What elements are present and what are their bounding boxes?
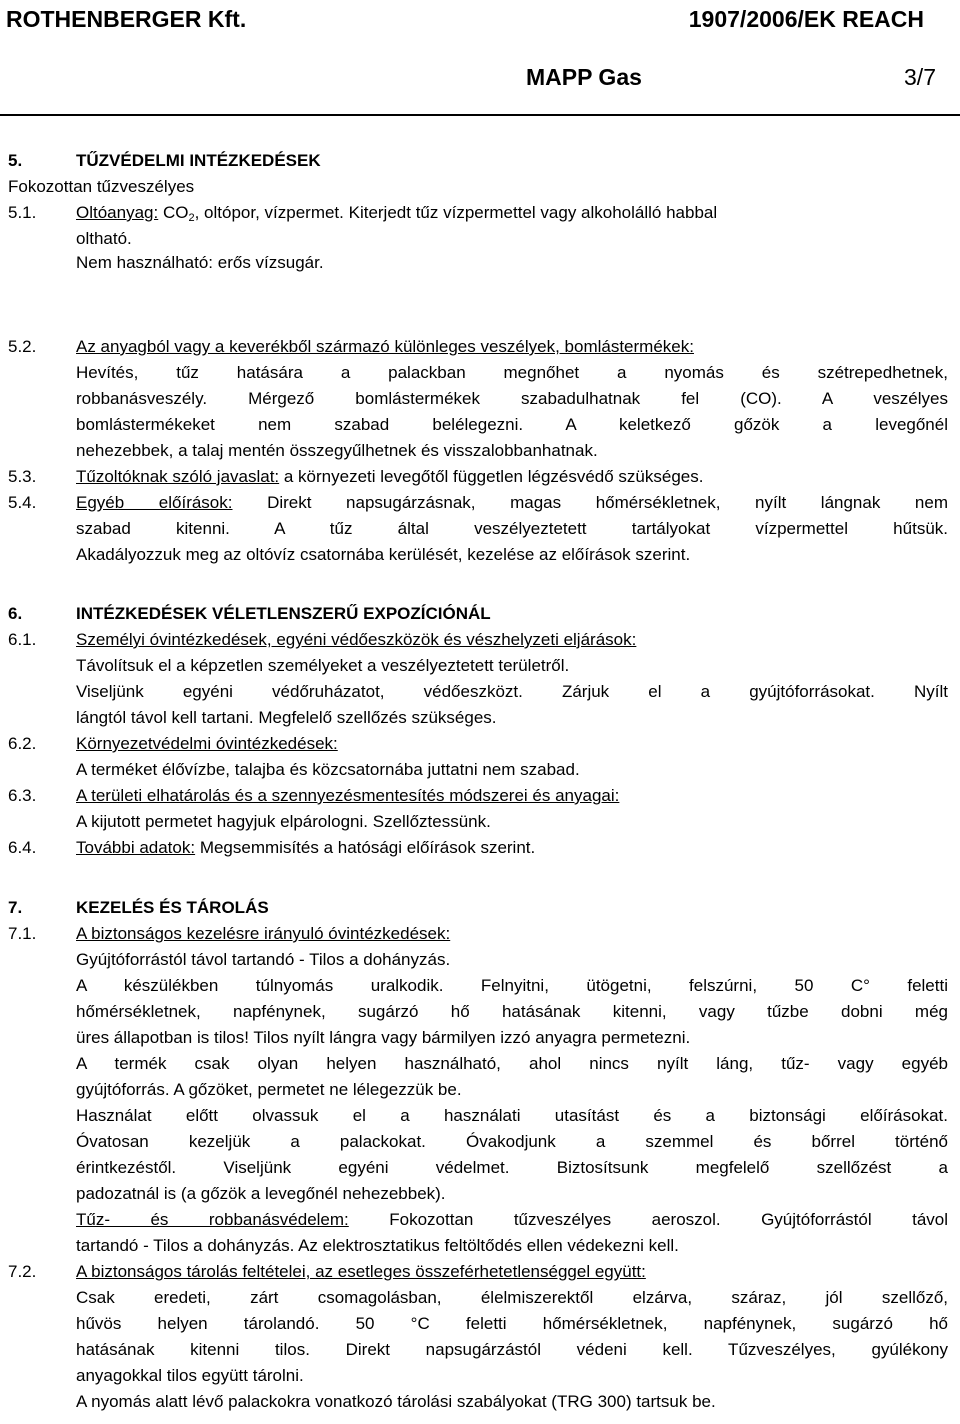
item-5-3-label: Tűzoltóknak szóló javaslat: — [76, 467, 280, 486]
item-6-4-label: További adatok: — [76, 838, 196, 857]
item-5-1-text: , oltópor, vízpermet. Kiterjedt tűz vízpermettel vagy alkoholálló habbal — [194, 203, 718, 222]
item-5-2-line2: Hevítés, tűz hatására a palackban megnőhet a nyomás és szétrepedhetnek, — [76, 363, 948, 382]
item-5-2-number: 5.2. — [8, 337, 37, 356]
fire-protection-line2: tartandó - Tilos a dohányzás. Az elektrosztatikus feltöltődés ellen védekezni kell. — [76, 1236, 679, 1255]
item-5-1-number: 5.1. — [8, 203, 37, 222]
item-6-4-text: Megsemmisítés a hatósági előírások szerint. — [195, 838, 536, 857]
item-6-1-line2: Távolítsuk el a képzetlen személyeket a veszélyeztetett területről. — [76, 656, 570, 675]
item-7-2-line3: hűvös helyen tárolandó. 50 °C feletti hőmérsékletnek, napfénynek, sugárzó hő — [76, 1314, 948, 1333]
item-5-2-line4: bomlástermékeket nem szabad belélegezni. A keletkező gőzök a levegőnél — [76, 415, 948, 434]
item-6-3-label: A területi elhatárolás és a szennyezésmentesítés módszerei és anyagai: — [76, 786, 620, 805]
item-5-2-line3: robbanásveszély. Mérgező bomlástermékek szabadulhatnak fel (CO). A veszélyes — [76, 389, 948, 408]
item-7-1-line5: üres állapotban is tilos! Tilos nyílt lángra vagy bármilyen izzó anyagra permetezni. — [76, 1028, 691, 1047]
page-number: 3/7 — [904, 64, 936, 90]
item-5-1-line3: Nem használható: erős vízsugár. — [76, 253, 324, 272]
item-6-1-label: Személyi óvintézkedések, egyéni védőeszközök és vészhelyzeti eljárások: — [76, 630, 637, 649]
item-7-1-line9: Óvatosan kezeljük a palackokat. Óvakodjunk a szemmel és bőrrel történő — [76, 1132, 948, 1151]
section-7 — [8, 895, 948, 1415]
item-6-2-label: Környezetvédelmi óvintézkedések: — [76, 734, 338, 753]
section-7-title: KEZELÉS ÉS TÁROLÁS — [76, 898, 269, 917]
section-5-number: 5. — [8, 151, 23, 170]
item-5-4-line1: Direkt napsugárzásnak, magas hőmérsékletnek, nyílt lángnak nem — [232, 493, 948, 512]
regulation-reference: 1907/2006/EK REACH — [688, 6, 924, 32]
item-5-1-label: Oltóanyag: — [76, 203, 159, 222]
item-7-2-line5: anyagokkal tilos együtt tárolni. — [76, 1366, 304, 1385]
product-name: MAPP Gas — [526, 64, 642, 90]
item-7-1-number: 7.1. — [8, 924, 37, 943]
section-6 — [8, 601, 948, 861]
item-6-1-line3: Viseljünk egyéni védőruházatot, védőeszközt. Zárjuk el a gyújtóforrásokat. Nyílt — [76, 682, 948, 701]
section-7-number: 7. — [8, 898, 23, 917]
item-5-1-subscript: 2 — [188, 212, 195, 224]
item-7-2-line6: A nyomás alatt lévő palackokra vonatkozó tárolási szabályokat (TRG 300) tartsuk be. — [76, 1392, 716, 1411]
item-7-1-line10: érintkezéstől. Viseljünk egyéni védelmet. Biztosítsunk megfelelő szellőzést a — [76, 1158, 948, 1177]
item-6-1-line4: lángtól távol kell tartani. Megfelelő szellőzés szükséges. — [76, 708, 497, 727]
item-5-3-number: 5.3. — [8, 467, 37, 486]
item-6-3-number: 6.3. — [8, 786, 37, 805]
item-7-1-line8: Használat előtt olvassuk el a használati utasítást és a biztonsági előírásokat. — [76, 1106, 948, 1125]
item-6-2-number: 6.2. — [8, 734, 37, 753]
section-6-title: INTÉZKEDÉSEK VÉLETLENSZERŰ EXPOZÍCIÓNÁL — [76, 604, 491, 623]
item-5-4-line2: szabad kitenni. A tűz által veszélyeztetett tartályokat vízpermettel hűtsük. — [76, 519, 948, 538]
item-6-3-line2: A kijutott permetet hagyjuk elpárologni. Szellőztessünk. — [76, 812, 491, 831]
item-6-4-number: 6.4. — [8, 838, 37, 857]
item-7-1-label: A biztonságos kezelésre irányuló óvintézkedések: — [76, 924, 451, 943]
item-7-1-line3: A készülékben túlnyomás uralkodik. Felnyitni, ütögetni, felszúrni, 50 C° feletti — [76, 976, 948, 995]
item-7-2-number: 7.2. — [8, 1262, 37, 1281]
item-7-2-line4: hatásának kitenni tilos. Direkt napsugárzástól védeni kell. Tűzveszélyes, gyúlékony — [76, 1340, 948, 1359]
header-rule — [0, 114, 960, 116]
item-7-2-label: A biztonságos tárolás feltételei, az esetleges összeférhetetlenséggel együtt: — [76, 1262, 646, 1281]
fire-protection-line1: Fokozottan tűzveszélyes aeroszol. Gyújtóforrástól távol — [348, 1210, 948, 1229]
item-5-1-co: CO — [158, 203, 189, 222]
item-5-4-label: Egyéb előírások: — [76, 493, 233, 512]
item-7-2-line2: Csak eredeti, zárt csomagolásban, élelmiszerektől elzárva, száraz, jól szellőző, — [76, 1288, 948, 1307]
item-5-4-number: 5.4. — [8, 493, 37, 512]
item-7-1-line7: gyújtóforrás. A gőzöket, permetet ne lélegezzük be. — [76, 1080, 462, 1099]
section-5 — [8, 148, 948, 276]
item-7-1-line6: A termék csak olyan helyen használható, ahol nincs nyílt láng, tűz- vagy egyéb — [76, 1054, 948, 1073]
item-5-2-line5: nehezebbek, a talaj mentén összegyűlhetnek és visszalobbanhatnak. — [76, 441, 598, 460]
item-7-1-line11: padozatnál is (a gőzök a levegőnél nehezebbek). — [76, 1184, 446, 1203]
section-5-subtitle: Fokozottan tűzveszélyes — [8, 177, 195, 196]
item-5-1-line2: oltható. — [76, 229, 132, 248]
section-5-2 — [8, 334, 948, 568]
item-5-3-text: a környezeti levegőtől független légzésvédő szükséges. — [279, 467, 704, 486]
company-name: ROTHENBERGER Kft. — [6, 6, 247, 32]
item-7-1-line4: hőmérsékletnek, napfénynek, sugárzó hő hatásának kitenni, vagy tűzbe dobni még — [76, 1002, 948, 1021]
section-5-title: TŰZVÉDELMI INTÉZKEDÉSEK — [76, 151, 321, 170]
item-5-2-label: Az anyagból vagy a keverékből származó különleges veszélyek, bomlástermékek: — [76, 337, 694, 356]
item-6-2-line2: A terméket élővízbe, talajba és közcsatornába juttatni nem szabad. — [76, 760, 580, 779]
section-6-number: 6. — [8, 604, 23, 623]
fire-protection-label: Tűz- és robbanásvédelem: — [76, 1210, 349, 1229]
item-6-1-number: 6.1. — [8, 630, 37, 649]
item-5-4-line3: Akadályozzuk meg az oltóvíz csatornába kerülését, kezelése az előírások szerint. — [76, 545, 691, 564]
item-7-1-line2: Gyújtóforrástól távol tartandó - Tilos a dohányzás. — [76, 950, 451, 969]
